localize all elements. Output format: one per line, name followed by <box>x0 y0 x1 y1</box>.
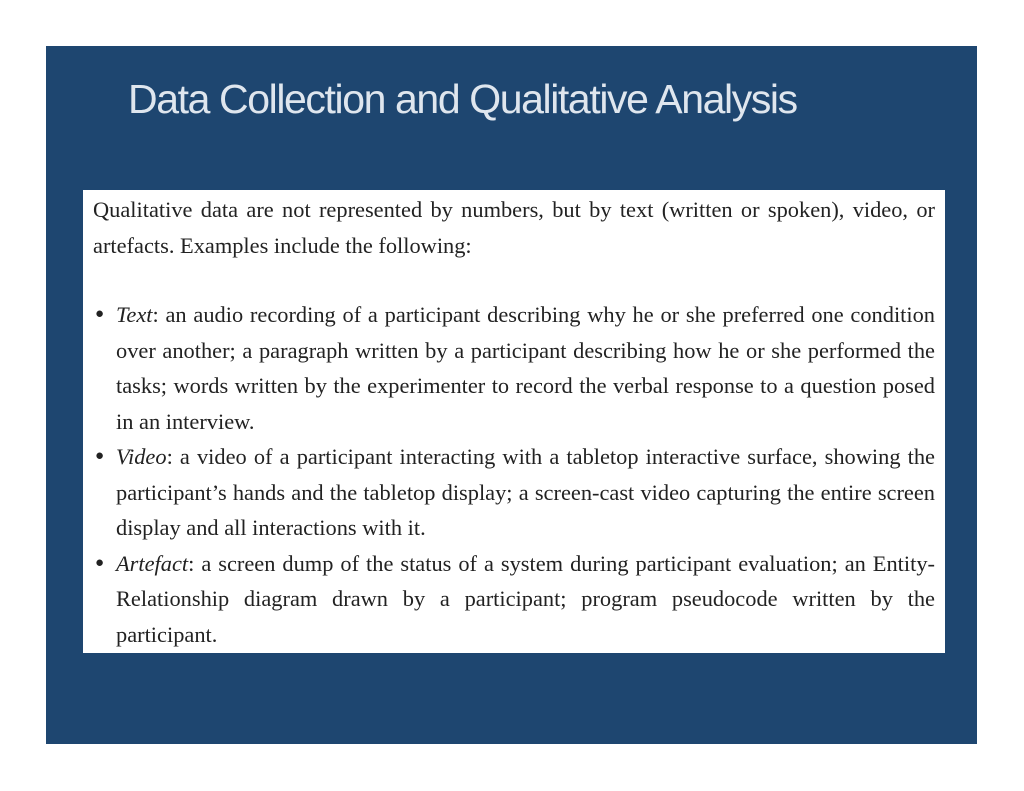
quoted-text-box <box>83 190 945 653</box>
bullet-icon: ● <box>95 448 105 464</box>
intro-paragraph: Qualitative data are not represented by numbers, but by text (written or spoken), video, or artefacts. Examples include the following: <box>93 197 935 258</box>
bullet-icon: ● <box>95 554 105 571</box>
bullet-icon: ● <box>95 306 105 322</box>
bullet-term: Text <box>116 302 153 327</box>
bullet-description: : a video of a participant interacting with a tabletop interactive surface, showing the participant’s hands and the tabletop display; a screen-cast video capturing the entire screen display and all interactions with it. <box>116 444 935 540</box>
list-item-video <box>93 439 935 546</box>
bullet-term: Artefact <box>116 550 189 576</box>
slide <box>46 46 977 744</box>
list-item-text <box>93 297 935 439</box>
bullet-term: Video <box>116 444 167 469</box>
list-item-artefact <box>93 546 935 653</box>
bullet-description: : an audio recording of a participant describing why he or she preferred one condition over another; a paragraph written by a participant describing how he or she performed the tasks; words written by the experimenter to record the verbal response to a question posed in an interview. <box>116 302 935 434</box>
slide-title: Data Collection and Qualitative Analysis <box>128 76 797 122</box>
bullet-description: : a screen dump of the status of a system during participant evaluation; an Entity-Relationship diagram drawn by a participant; program pseudocode written by the participant. <box>116 550 935 647</box>
examples-list <box>93 297 935 652</box>
